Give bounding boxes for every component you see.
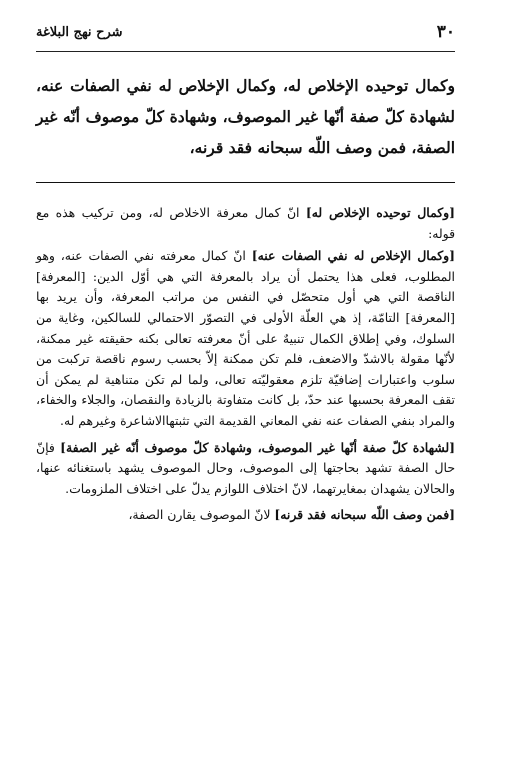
header-divider xyxy=(36,51,455,52)
page-header xyxy=(36,22,455,42)
commentary-paragraph xyxy=(36,505,455,526)
commentary-lemma: [فمن وصف اللّه سبحانه فقد قرنه] xyxy=(274,507,455,523)
commentary-text: انّ كمال معرفته نفي الصفات عنه، وهو المطلوب، فعلى هذا يحتمل أن يراد بالمعرفة التي هي أوّل الدين: [المعرفة] الناقصة التي هي أول متحصّل في النفس من مراتب المعرفة، وأن يريد بها [المعرفة] التامّة، إذ هي العلّة الأولى في التصوّر الاحتمالي للسالكين، وغاية من السلوك، وفي إطلاق الكمال تنبيهٌ على أنّ معرفته تعالى بكنه حقيقته غير ممكنة، لأنّها مقولة بالاشدّ والاضعف، فلم تكن ممكنة إلاّ بحسب رسوم ناقصة تركبت من سلوب واعتبارات إضافيّة تلزم معقوليّته تعالى، ولما لم تكن متناهية لم يمكن أن تقف المعرفة بحسبها عند حدّ، بل كانت متفاوتة بالزيادة والنقصان، والجلاء والخفاء، والمراد بنفي الصفات عنه نفي المعاني القديمة التي تثبتهاالاشاعرة وغيرهم له. xyxy=(36,248,455,428)
commentary-lemma: [وكمال توحيده الإخلاص له] xyxy=(305,205,455,220)
commentary-text: لانّ الموصوف يقارن الصفة، xyxy=(128,507,275,523)
page-number: ٣٠ xyxy=(436,22,455,42)
running-title: شرح نهج البلاغة xyxy=(36,25,123,40)
commentary-text: انّ كمال معرفة الاخلاص له، ومن تركيب هذه مع قوله: xyxy=(36,205,455,241)
commentary-text: فإنّ حال الصفة تشهد بحاجتها إلى الموصوف، وحال الموصوف يشهد باستغنائه عنها، والحالان يشهدان بمغايرتهما، لانّ اختلاف اللوازم يدلّ على اختلاف الملزومات. xyxy=(36,439,455,496)
commentary-section xyxy=(36,203,455,526)
commentary-paragraph xyxy=(36,246,455,431)
commentary-paragraph xyxy=(36,438,455,500)
main-text-passage: وكمال توحيده الإخلاص له، وكمال الإخلاص له نفي الصفات عنه، لشهادة كلّ صفة أنّها غير الموصوف، وشهادة كلّ موصوف أنّه غير الصفة، فمن وصف اللّه سبحانه فقد قرنه، xyxy=(36,76,455,157)
commentary-paragraph xyxy=(36,203,455,244)
commentary-lemma: [لشهادة كلّ صفة أنّها غير الموصوف، وشهادة كلّ موصوف أنّه غير الصفة] xyxy=(60,439,455,455)
commentary-lemma: [وكمال الإخلاص له نفي الصفات عنه] xyxy=(251,248,455,264)
section-divider xyxy=(36,182,455,183)
